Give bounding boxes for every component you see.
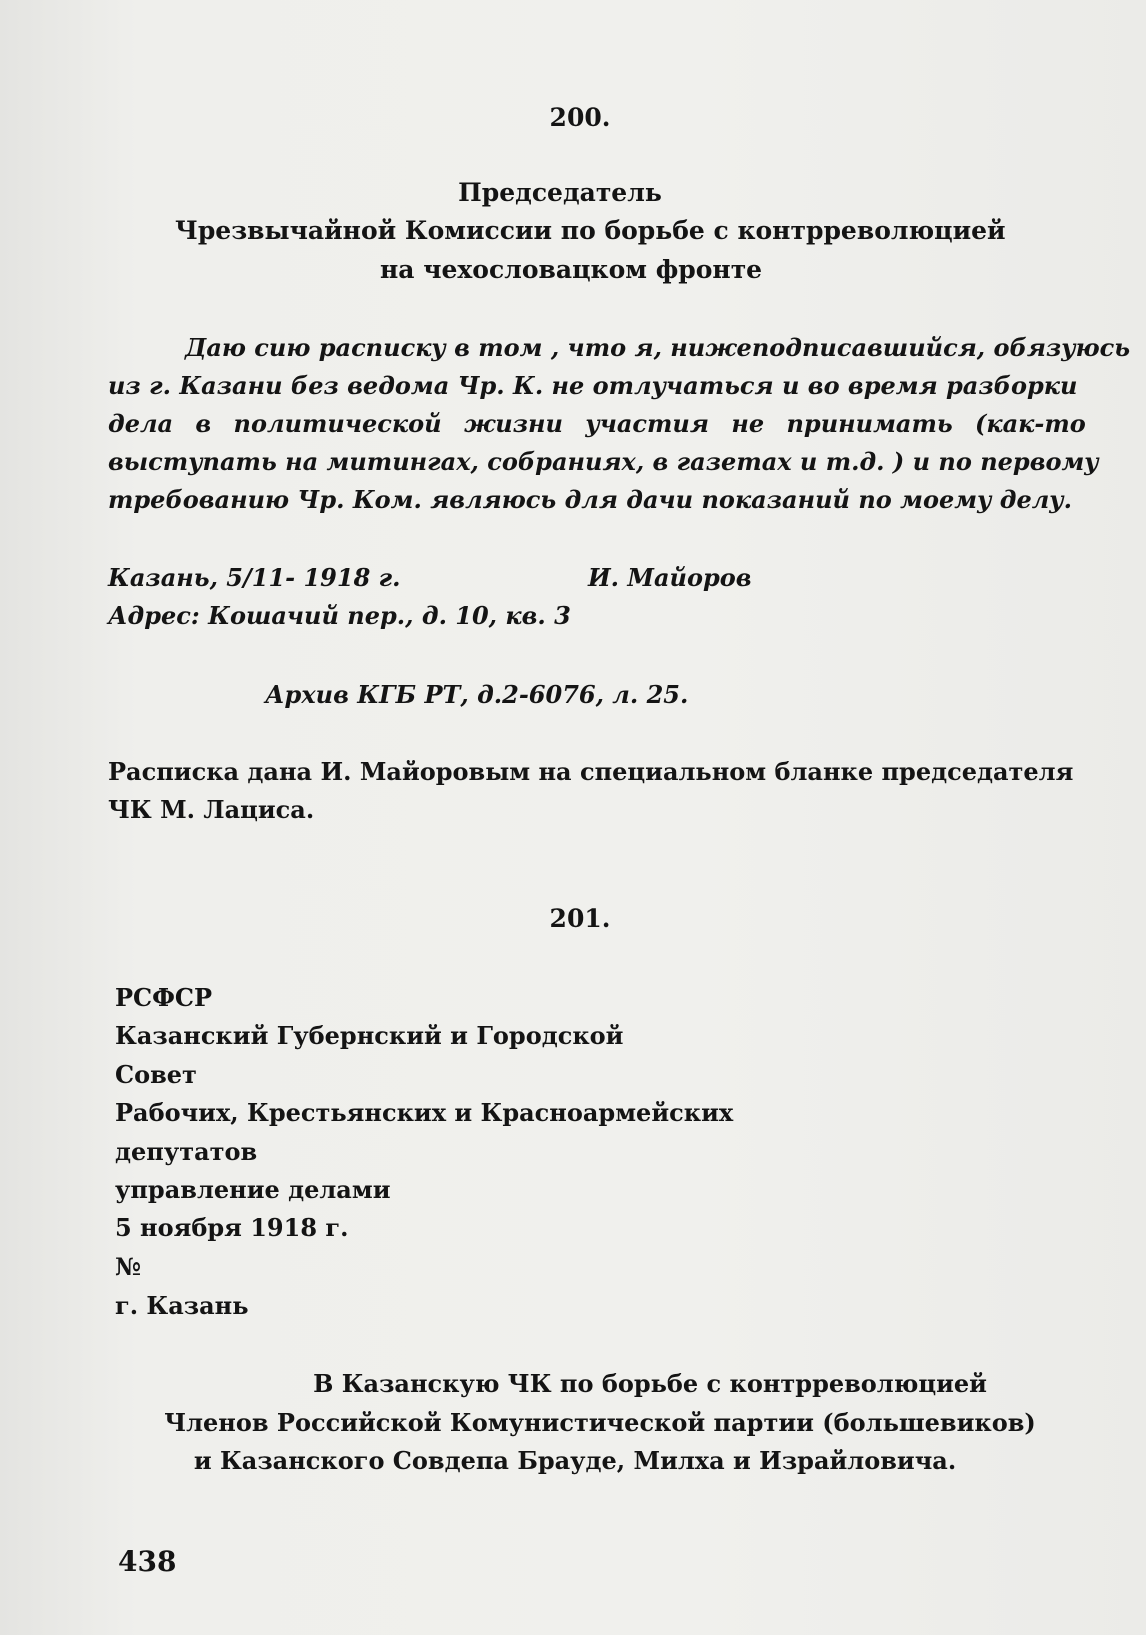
- doc201-letterhead-line-2: Казанский Губернский и Городской: [115, 1021, 624, 1050]
- doc201-sender-line-1: Членов Российской Комунистической партии (большевиков): [164, 1408, 1036, 1437]
- doc200-heading-line-3: на чехословацком фронте: [380, 255, 763, 284]
- doc200-note-line-2: ЧК М. Лациса.: [108, 795, 315, 824]
- doc200-note-line-1: Расписка дана И. Майоровым на специальном бланке председателя: [108, 757, 1074, 786]
- doc201-letterhead-line-5: депутатов: [115, 1137, 258, 1166]
- doc201-letterhead-line-3: Совет: [115, 1060, 197, 1089]
- doc201-sender-line-2: и Казанского Совдепа Брауде, Милха и Израйловича.: [193, 1446, 957, 1475]
- doc201-letterhead-line-4: Рабочих, Крестьянских и Красноармейских: [115, 1098, 734, 1127]
- doc200-address: Адрес: Кошачий пер., д. 10, кв. 3: [108, 601, 571, 630]
- doc200-place-date: Казань, 5/11- 1918 г.: [108, 563, 401, 592]
- doc200-heading-line-1: Председатель: [458, 178, 662, 207]
- doc201-letterhead-line-7: 5 ноября 1918 г.: [115, 1213, 349, 1242]
- doc201-addressee: В Казанскую ЧК по борьбе с контрреволюцией: [313, 1369, 987, 1398]
- doc200-number: 200.: [549, 103, 611, 132]
- doc200-body-line-4: выступать на митингах, собраниях, в газетах и т.д. ) и по первому: [108, 447, 1099, 476]
- doc200-heading-line-2: Чрезвычайной Комиссии по борьбе с контрреволюцией: [175, 216, 1006, 245]
- doc201-letterhead-line-6: управление делами: [115, 1175, 391, 1204]
- doc201-number: 201.: [549, 904, 611, 933]
- doc201-letterhead-line-8: №: [115, 1252, 142, 1281]
- doc200-body-line-3: дела в политической жизни участия не принимать (как-то: [108, 409, 1086, 438]
- doc201-letterhead-line-1: РСФСР: [115, 983, 213, 1012]
- doc200-body-line-5: требованию Чр. Ком. являюсь для дачи показаний по моему делу.: [108, 485, 1073, 514]
- doc200-signature: И. Майоров: [588, 563, 752, 592]
- doc201-letterhead-line-9: г. Казань: [115, 1291, 249, 1320]
- doc200-body-line-2: из г. Казани без ведома Чр. К. не отлучаться и во время разборки: [108, 371, 1078, 400]
- page-number: 438: [118, 1545, 177, 1578]
- doc200-archive-ref: Архив КГБ РТ, д.2-6076, л. 25.: [265, 680, 689, 709]
- doc200-body-line-1: Даю сию расписку в том , что я, нижеподписавшийся, обязуюсь: [185, 333, 1131, 362]
